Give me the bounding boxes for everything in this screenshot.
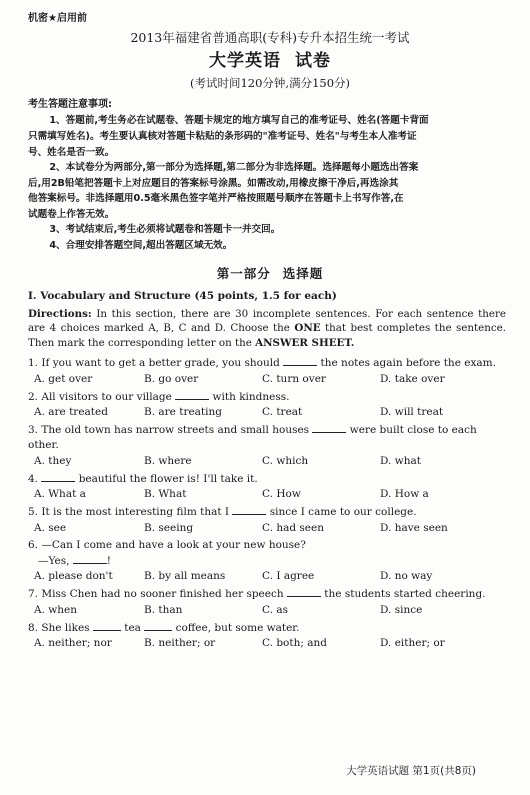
question-6: [28, 538, 506, 585]
stem-text: !: [106, 554, 112, 567]
section-heading: I. Vocabulary and Structure (45 points, 1.5 for each): [28, 290, 337, 303]
stem-text: tea: [120, 621, 145, 634]
question-8: [28, 620, 506, 651]
question-options: [34, 636, 506, 651]
option-c: C. as: [262, 603, 288, 616]
question-1: [28, 355, 506, 386]
part-one-title: [34, 265, 506, 283]
option-d: D. will treat: [380, 405, 444, 418]
option-a: A. when: [34, 603, 77, 616]
question-options: [34, 569, 506, 584]
option-a: A. see: [34, 521, 67, 534]
part-one-kind: 选择题: [282, 266, 324, 282]
question-stem: [28, 586, 506, 602]
question-stem: 6. —Can I come and have a look at your new house?: [28, 538, 306, 551]
question-3: [28, 422, 506, 469]
question-stem-reply: [38, 553, 506, 569]
answer-blank: [283, 355, 317, 366]
directions-emphasis: ONE: [294, 322, 321, 335]
question-stem: [28, 422, 506, 453]
stem-text: 3. The old town has narrow streets and small houses: [28, 424, 313, 437]
page-footer: 大学英语试题 第1页(共8页): [346, 765, 476, 777]
option-c: C. both; and: [262, 637, 327, 650]
option-b: B. by all means: [144, 570, 226, 583]
question-options: [34, 521, 506, 536]
answer-blank: [232, 504, 266, 515]
question-stem: [28, 471, 506, 487]
question-options: [34, 487, 506, 502]
stem-text: 5. It is the most interesting film that I: [28, 506, 233, 519]
question-stem: [28, 504, 506, 520]
notice-line: 号、姓名是否一致。: [28, 146, 115, 158]
answer-blank: [41, 471, 75, 482]
option-c: C. had seen: [262, 521, 324, 534]
option-b: B. than: [144, 603, 183, 616]
directions-emphasis: ANSWER SHEET.: [255, 337, 355, 350]
option-d: D. take over: [380, 372, 445, 385]
question-stem: [28, 620, 506, 636]
directions-text: that best completes the sentence. Then mark the corresponding letter on the: [28, 322, 506, 350]
option-d: D. either; or: [380, 637, 445, 650]
question-stem: [28, 389, 506, 405]
exam-title: 2013年福建省普通高职(专科)专升本招生统一考试: [130, 29, 410, 45]
stem-text: were built close to each other.: [28, 424, 477, 452]
option-b: B. go over: [144, 372, 199, 385]
question-options: [34, 454, 506, 469]
notice-line: 1、答题前,考生务必在试题卷、答题卡规定的地方填写自己的准考证号、姓名(答题卡背面: [49, 115, 429, 127]
secret-mark: 机密★启用前: [28, 13, 87, 24]
option-d: D. have seen: [380, 521, 448, 534]
answer-blank: [144, 620, 172, 631]
option-c: C. turn over: [262, 372, 326, 385]
option-d: D. what: [380, 454, 421, 467]
directions-text: In this section, there are 30 incomplete sentences. For each sentence there are 4 choices marked A, B, C and D. Choose the: [28, 307, 506, 335]
paper-title-kind: 试卷: [295, 50, 331, 71]
paper-title: [34, 49, 506, 74]
exam-page: [28, 12, 506, 653]
option-b: B. neither; or: [144, 637, 216, 650]
stem-text: beautiful the flower is! I'll take it.: [75, 472, 258, 485]
question-options: [34, 603, 506, 618]
stem-text: 7. Miss Chen had no sooner finished her speech: [28, 588, 287, 601]
option-c: C. which: [262, 454, 309, 467]
question-options: [34, 405, 506, 420]
option-d: D. How a: [380, 488, 429, 501]
stem-text: since I came to our college.: [266, 506, 417, 519]
option-d: D. since: [380, 603, 423, 616]
stem-text: 1. If you want to get a better grade, you should: [28, 357, 284, 370]
option-b: B. seeing: [144, 521, 194, 534]
notice-block: [28, 98, 506, 253]
notice-line: 后,用2B铅笔把答题卡上对应题目的答案标号涂黑。如需改动,用橡皮擦干净后,再选涂其: [28, 177, 399, 189]
question-7: [28, 586, 506, 617]
stem-text: the notes again before the exam.: [317, 357, 496, 370]
option-b: B. where: [144, 454, 192, 467]
option-d: D. no way: [380, 570, 433, 583]
option-a: A. they: [34, 454, 72, 467]
stem-text: 2. All visitors to our village: [28, 390, 176, 403]
answer-blank: [93, 620, 121, 631]
notice-line: 3、考试结束后,考生必须将试题卷和答题卡一并交回。: [49, 224, 281, 236]
answer-blank: [312, 422, 346, 433]
stem-text: —Yes,: [38, 554, 73, 567]
answer-blank: [175, 389, 209, 400]
option-a: A. get over: [34, 372, 93, 385]
answer-blank: [73, 553, 107, 564]
notice-line: 只需填写姓名)。考生要认真核对答题卡粘贴的条形码的"准考证号、姓名"与考生本人准考证: [28, 130, 417, 142]
paper-title-subject: 大学英语: [209, 50, 281, 71]
notice-line: 4、合理安排答题空间,超出答题区域无效。: [49, 239, 233, 251]
question-stem: [28, 355, 506, 371]
exam-time: (考试时间120分钟,满分150分): [189, 76, 351, 91]
option-a: A. are treated: [34, 405, 108, 418]
directions: [28, 307, 506, 352]
question-2: [28, 389, 506, 420]
stem-text: the students started cheering.: [320, 588, 486, 601]
option-c: C. I agree: [262, 570, 315, 583]
option-c: C. How: [262, 488, 301, 501]
answer-blank: [287, 586, 321, 597]
notice-line: 他答案标号。非选择题用0.5毫米黑色签字笔并严格按照题号顺序在答题卡上书写作答,在: [28, 193, 404, 205]
stem-text: with kindness.: [209, 390, 290, 403]
stem-text: 4.: [28, 472, 42, 485]
option-a: A. neither; nor: [34, 637, 112, 650]
notice-line: 试题卷上作答无效。: [28, 208, 115, 220]
question-4: [28, 471, 506, 502]
option-b: B. are treating: [144, 405, 222, 418]
part-one-label: 第一部分: [216, 266, 271, 282]
directions-label: Directions:: [28, 307, 92, 320]
option-b: B. What: [144, 488, 187, 501]
notice-line: 2、本试卷分为两部分,第一部分为选择题,第二部分为非选择题。选择题每小题选出答案: [49, 162, 419, 174]
option-a: A. please don't: [34, 570, 113, 583]
stem-text: 8. She likes: [28, 621, 93, 634]
option-a: A. What a: [34, 488, 86, 501]
option-c: C. treat: [262, 405, 303, 418]
question-options: [34, 372, 506, 387]
notice-heading: 考生答题注意事项:: [28, 98, 112, 110]
question-5: [28, 504, 506, 535]
stem-text: coffee, but some water.: [172, 621, 300, 634]
